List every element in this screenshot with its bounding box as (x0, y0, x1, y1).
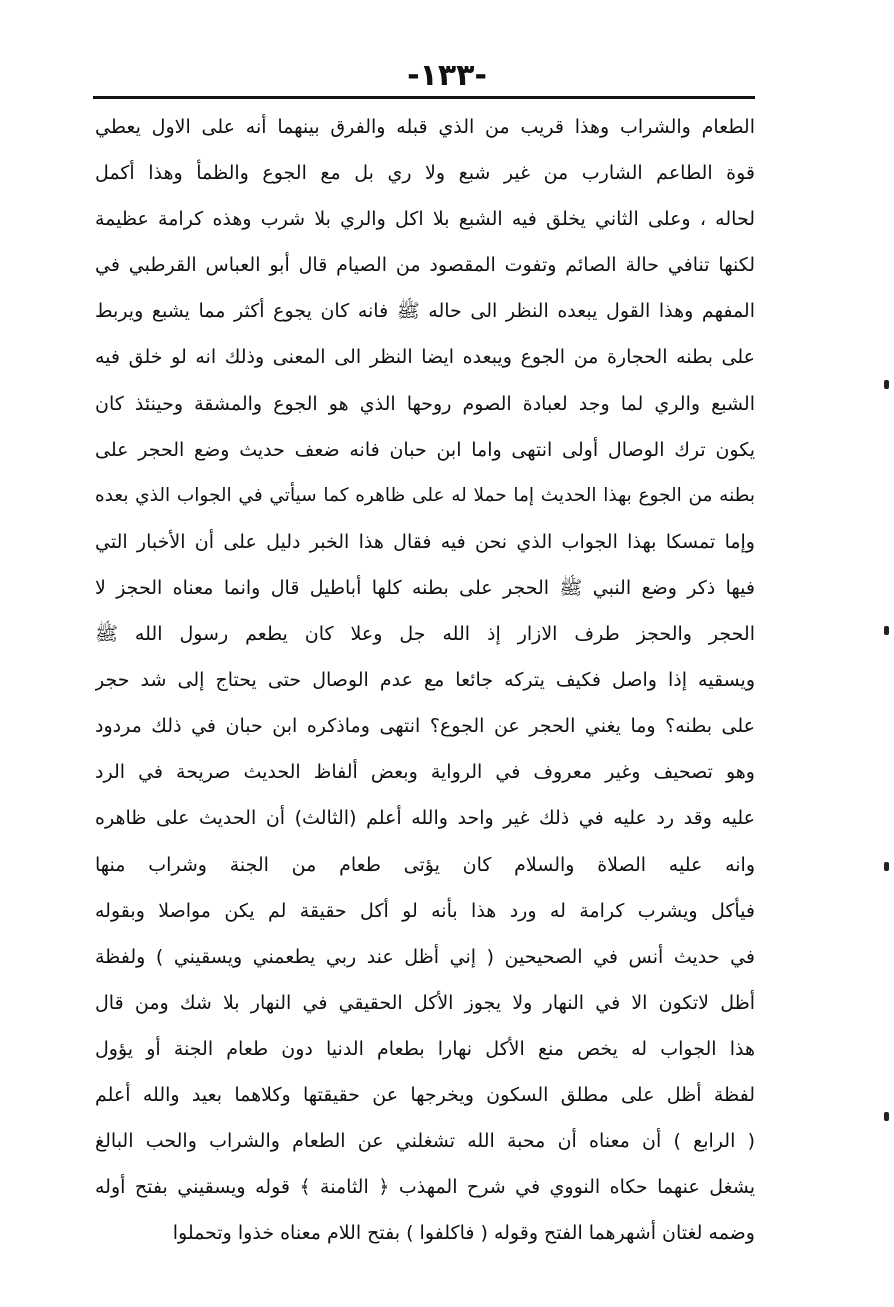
text-line: أظل لاتكون الا في النهار ولا يجوز الأكل الحقيقي في النهار بلا شك ومن قال (95, 991, 755, 1014)
text-line: عليه وقد رد عليه في ذلك غير واحد والله أعلم (الثالث) أن الحديث على ظاهره (95, 807, 755, 830)
margin-mark (884, 626, 889, 635)
text-line: وانه عليه الصلاة والسلام كان يؤتى طعام من الجنة وشراب منها (95, 853, 755, 876)
text-line: لفظة أظل على مطلق السكون ويخرجها عن حقيقتها وكلاهما بعيد والله أعلم (95, 1083, 755, 1106)
body-text (95, 104, 755, 1256)
text-line: على بطنه؟ وما يغني الحجر عن الجوع؟ انتهى وماذكره ابن حبان في ذلك مردود (95, 715, 755, 738)
margin-mark (884, 862, 889, 871)
text-line: فيأكل ويشرب كرامة له ورد هذا بأنه لو أكل حقيقة لم يكن مواصلا وبقوله (95, 899, 755, 922)
text-line: على بطنه الحجارة من الجوع ويبعده ايضا النظر الى المعنى وذلك انه لو خلق فيه (95, 346, 755, 369)
text-line: لحاله ، وعلى الثاني يخلق فيه الشبع بلا اكل والري بلا شرب وهذه كرامة عظيمة (95, 208, 755, 231)
header-rule (93, 96, 755, 99)
text-line: ويسقيه إذا واصل فكيف يتركه جائعا مع عدم الوصال حتى يحتاج إلى شد حجر (95, 669, 755, 692)
text-line: قوة الطاعم الشارب من غير شبع ولا ري بل مع الجوع والظمأ وهذا أكمل (95, 162, 755, 185)
text-line: لكنها تنافي حالة الصائم وتفوت المقصود من الصيام قال أبو العباس القرطبي في (95, 254, 755, 277)
text-line: يكون ترك الوصال أولى انتهى واما ابن حبان فانه ضعف حديث وضع الحجر على (95, 438, 755, 461)
text-line: بطنه من الجوع بهذا الحديث إما حملا له على ظاهره كما سيأتي في الجواب الذي بعده (95, 484, 755, 506)
text-line: يشغل عنهما حكاه النووي في شرح المهذب ﴿ الثامنة ﴾ قوله ويسقيني بفتح أوله (95, 1176, 755, 1199)
text-line: وضمه لغتان أشهرهما الفتح وقوله ( فاكلفوا ) بفتح اللام معناه خذوا وتحملوا (172, 1222, 755, 1245)
margin-mark (884, 1112, 889, 1121)
text-line: المفهم وهذا القول يبعده النظر الى حاله ﷺ فانه كان يجوع أكثر مما يشبع ويربط (95, 300, 755, 323)
text-line: الشبع والري لما وجد لعبادة الصوم روحها الذي هو الجوع والمشقة وحينئذ كان (95, 392, 755, 415)
text-line: ( الرابع ) أن معناه أن محبة الله تشغلني عن الطعام والشراب والحب البالغ (95, 1130, 755, 1153)
margin-mark (884, 380, 889, 389)
text-line: الحجر والحجز طرف الازار إذ الله جل وعلا كان يطعم رسول الله ﷺ (95, 623, 755, 646)
text-line: وإما تمسكا بهذا الجواب الذي نحن فيه فقال هذا الخبر دليل على أن الأخبار التي (95, 530, 755, 553)
text-line: وهو تصحيف وغير معروف في الرواية وبعض ألفاظ الحديث صريحة في الرد (95, 761, 755, 784)
text-line: هذا الجواب له يخص منع الأكل نهارا بطعام الدنيا دون طعام الجنة أو يؤول (95, 1037, 755, 1060)
text-line: الطعام والشراب وهذا قريب من الذي قبله والفرق بينهما أنه على الاول يعطي (95, 116, 755, 138)
text-line: فيها ذكر وضع النبي ﷺ الحجر على بطنه كلها أباطيل قال وانما معناه الحجز لا (95, 576, 755, 599)
text-line: في حديث أنس في الصحيحين ( إني أظل عند ربي يطعمني ويسقيني ) ولفظة (95, 945, 755, 968)
page-number: -١٣٣- (407, 58, 487, 93)
